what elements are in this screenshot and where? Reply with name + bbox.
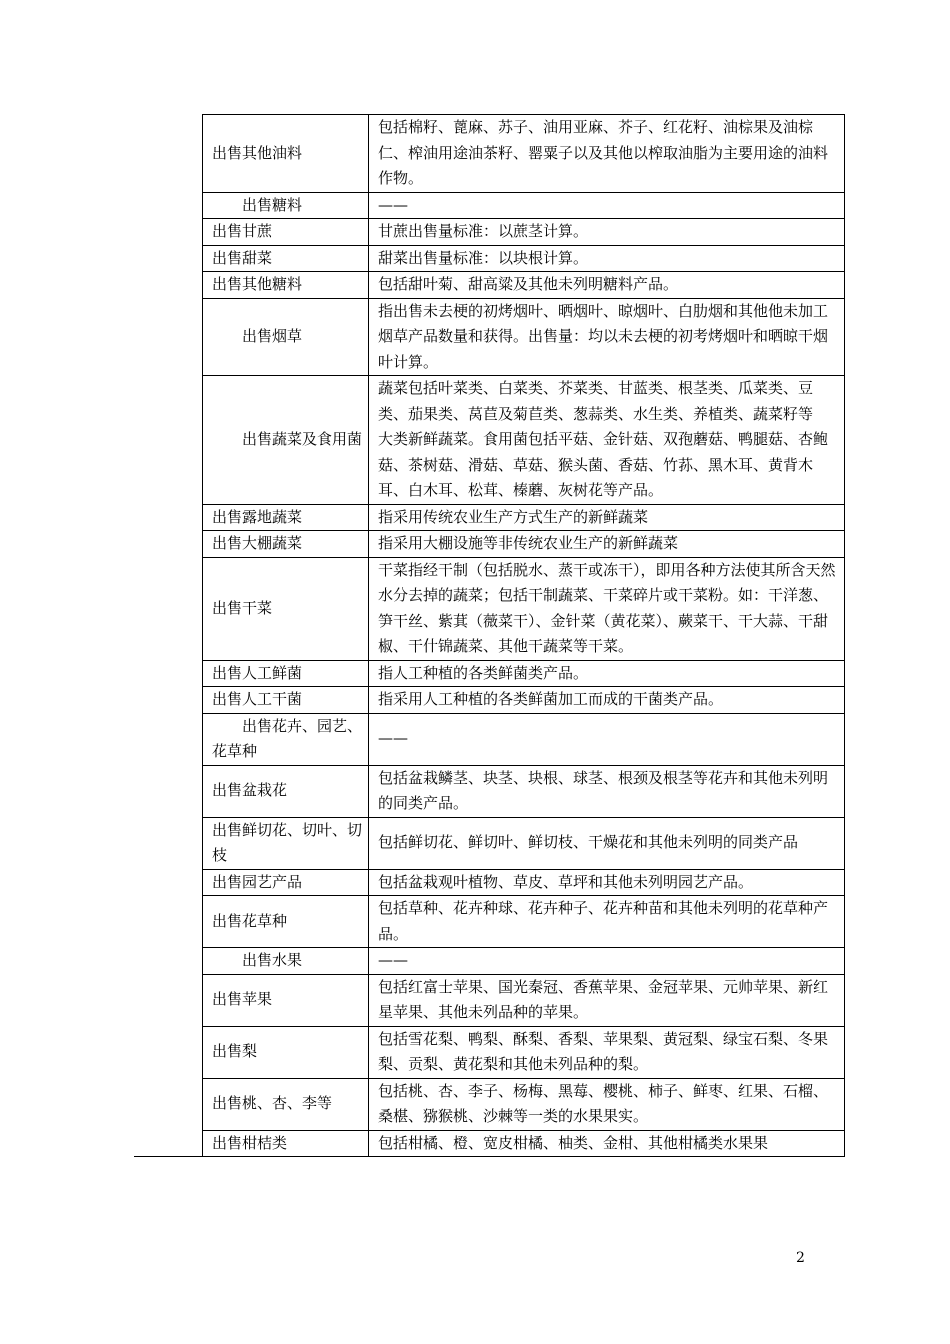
- table-row: [134, 896, 845, 948]
- table-row: [134, 660, 845, 687]
- item-name-cell: 出售桃、杏、李等: [203, 1078, 369, 1130]
- item-name-cell: 出售糖料: [203, 192, 369, 219]
- item-description-cell: 蔬菜包括叶菜类、白菜类、芥菜类、甘蓝类、根茎类、瓜菜类、豆类、茄果类、莴苣及菊苣类、葱蒜类、水生类、养植类、蔬菜籽等 大类新鲜蔬菜。食用菌包括平菇、金针菇、双孢蘑菇、鸭腿菇、杏鲍菇、茶树菇、滑菇、草菇、猴头菌、香菇、竹荪、黑木耳、黄背木耳、白木耳、松茸、榛蘑、灰树花等产品。: [369, 376, 845, 505]
- item-description-cell: 指出售未去梗的初烤烟叶、晒烟叶、晾烟叶、白肋烟和其他他未加工烟草产品数量和获得。出售量：均以未去梗的初考烤烟叶和晒晾干烟叶计算。: [369, 298, 845, 376]
- table-row: [134, 298, 845, 376]
- blank-cell: [134, 192, 203, 219]
- table-row: [134, 504, 845, 531]
- table-row: [134, 974, 845, 1026]
- table-row: [134, 1026, 845, 1078]
- item-description-cell: ——: [369, 948, 845, 975]
- blank-cell: [134, 1130, 203, 1157]
- table-row: [134, 1078, 845, 1130]
- item-name-cell: 出售梨: [203, 1026, 369, 1078]
- blank-cell: [134, 660, 203, 687]
- item-description-cell: 指采用大棚设施等非传统农业生产的新鲜蔬菜: [369, 531, 845, 558]
- blank-cell: [134, 713, 203, 765]
- item-name-cell: 出售苹果: [203, 974, 369, 1026]
- blank-cell: [134, 896, 203, 948]
- table-row: [134, 192, 845, 219]
- table-row: [134, 531, 845, 558]
- table-row: [134, 817, 845, 869]
- blank-cell: [134, 765, 203, 817]
- table-row: [134, 948, 845, 975]
- item-name-cell: 出售花草种: [203, 896, 369, 948]
- item-description-cell: 包括盆栽观叶植物、草皮、草坪和其他未列明园艺产品。: [369, 869, 845, 896]
- page-number: 2: [796, 1250, 805, 1266]
- item-description-cell: 包括柑橘、橙、宽皮柑橘、柚类、金柑、其他柑橘类水果果: [369, 1130, 845, 1157]
- item-description-cell: 包括桃、杏、李子、杨梅、黑莓、樱桃、柿子、鲜枣、红果、石榴、桑椹、猕猴桃、沙棘等一类的水果果实。: [369, 1078, 845, 1130]
- item-description-cell: ——: [369, 192, 845, 219]
- item-name-cell: 出售甜菜: [203, 245, 369, 272]
- table-body: [134, 115, 845, 1157]
- item-description-cell: 甘蔗出售量标准：以蔗茎计算。: [369, 219, 845, 246]
- blank-cell: [134, 687, 203, 714]
- blank-cell: [134, 219, 203, 246]
- blank-cell: [134, 272, 203, 299]
- table-row: [134, 219, 845, 246]
- blank-cell: [134, 1026, 203, 1078]
- table-row: [134, 869, 845, 896]
- item-description-cell: 包括甜叶菊、甜高粱及其他未列明糖料产品。: [369, 272, 845, 299]
- item-name-cell: 出售人工鲜菌: [203, 660, 369, 687]
- table-row: [134, 1130, 845, 1157]
- item-name-cell: 出售大棚蔬菜: [203, 531, 369, 558]
- item-description-cell: 指人工种植的各类鲜菌类产品。: [369, 660, 845, 687]
- blank-cell: [134, 974, 203, 1026]
- item-description-cell: 包括红富士苹果、国光秦冠、香蕉苹果、金冠苹果、元帅苹果、新红星苹果、其他未列品种的苹果。: [369, 974, 845, 1026]
- item-name-cell: 出售露地蔬菜: [203, 504, 369, 531]
- blank-cell: [134, 531, 203, 558]
- item-name-cell: 出售花卉、园艺、花草种: [203, 713, 369, 765]
- item-name-cell: 出售甘蔗: [203, 219, 369, 246]
- item-name-cell: 出售园艺产品: [203, 869, 369, 896]
- blank-cell: [134, 1078, 203, 1130]
- item-name-cell: 出售人工干菌: [203, 687, 369, 714]
- item-name-cell: 出售柑桔类: [203, 1130, 369, 1157]
- table-row: [134, 557, 845, 660]
- blank-cell: [134, 869, 203, 896]
- item-description-cell: ——: [369, 713, 845, 765]
- product-definition-table: [134, 114, 845, 1157]
- item-name-cell: 出售其他油料: [203, 115, 369, 193]
- item-description-cell: 包括草种、花卉种球、花卉种子、花卉种苗和其他未列明的花草种产品。: [369, 896, 845, 948]
- item-description-cell: 包括鲜切花、鲜切叶、鲜切枝、干燥花和其他未列明的同类产品: [369, 817, 845, 869]
- blank-cell: [134, 817, 203, 869]
- item-description-cell: 包括盆栽鳞茎、块茎、块根、球茎、根颈及根茎等花卉和其他未列明的同类产品。: [369, 765, 845, 817]
- item-description-cell: 包括棉籽、蓖麻、苏子、油用亚麻、芥子、红花籽、油棕果及油棕仁、榨油用途油茶籽、罂粟子以及其他以榨取油脂为主要用途的油料作物。: [369, 115, 845, 193]
- table-row: [134, 376, 845, 505]
- item-name-cell: 出售其他糖料: [203, 272, 369, 299]
- item-description-cell: 指采用传统农业生产方式生产的新鲜蔬菜: [369, 504, 845, 531]
- blank-cell: [134, 376, 203, 505]
- item-name-cell: 出售鲜切花、切叶、切枝: [203, 817, 369, 869]
- table-row: [134, 687, 845, 714]
- item-description-cell: 包括雪花梨、鸭梨、酥梨、香梨、苹果梨、黄冠梨、绿宝石梨、冬果梨、贡梨、黄花梨和其他未列品种的梨。: [369, 1026, 845, 1078]
- item-name-cell: 出售盆栽花: [203, 765, 369, 817]
- table-row: [134, 713, 845, 765]
- blank-cell: [134, 948, 203, 975]
- blank-cell: [134, 115, 203, 193]
- item-name-cell: 出售水果: [203, 948, 369, 975]
- blank-cell: [134, 504, 203, 531]
- item-name-cell: 出售蔬菜及食用菌: [203, 376, 369, 505]
- table-row: [134, 272, 845, 299]
- item-name-cell: 出售烟草: [203, 298, 369, 376]
- item-description-cell: 甜菜出售量标准：以块根计算。: [369, 245, 845, 272]
- blank-cell: [134, 245, 203, 272]
- table-row: [134, 115, 845, 193]
- item-name-cell: 出售干菜: [203, 557, 369, 660]
- table-row: [134, 245, 845, 272]
- blank-cell: [134, 298, 203, 376]
- item-description-cell: 干菜指经干制（包括脱水、蒸干或冻干），即用各种方法使其所含天然水分去掉的蔬菜；包括干制蔬菜、干菜碎片或干菜粉。如：干洋葱、笋干丝、紫萁（薇菜干）、金针菜（黄花菜）、蕨菜干、干大蒜、干甜椒、干什锦蔬菜、其他干蔬菜等干菜。: [369, 557, 845, 660]
- table-row: [134, 765, 845, 817]
- blank-cell: [134, 557, 203, 660]
- item-description-cell: 指采用人工种植的各类鲜菌加工而成的干菌类产品。: [369, 687, 845, 714]
